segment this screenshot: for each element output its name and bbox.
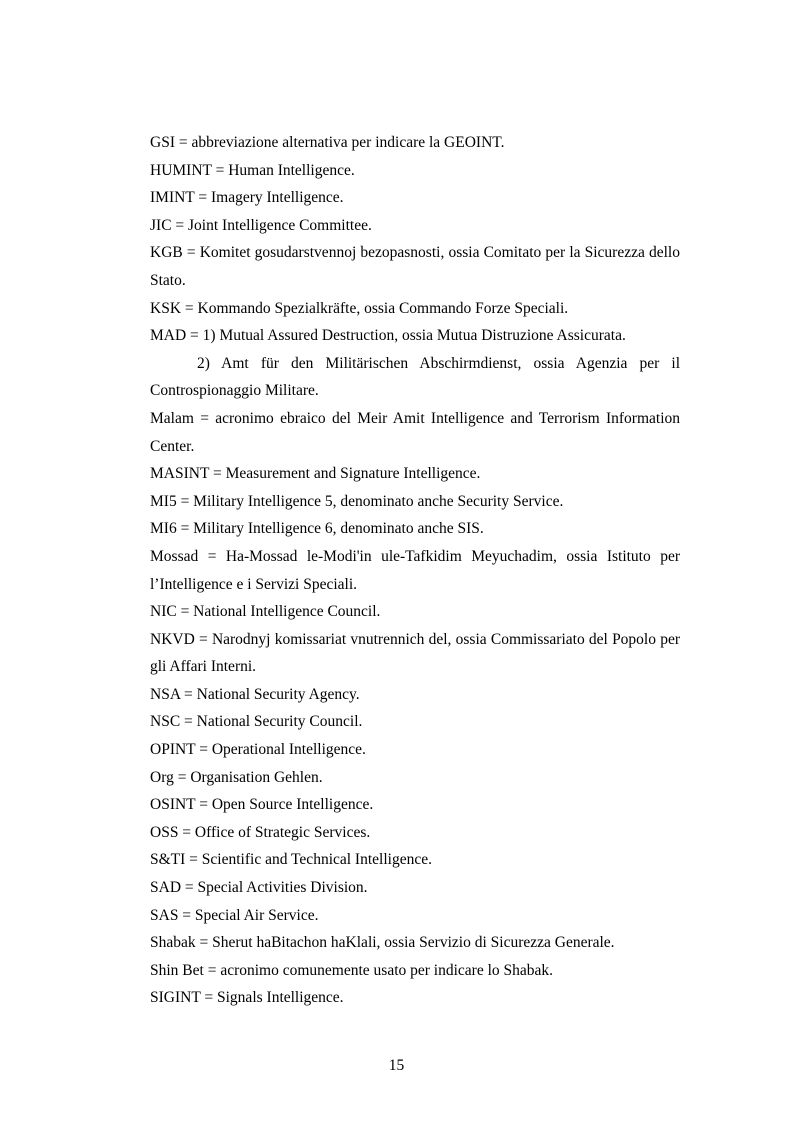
glossary-entry-sti: S&TI = Scientific and Technical Intelligence.: [150, 851, 432, 869]
glossary-entry-mad-2: 2) Amt für den Militärischen Abschirmdienst, ossia Agenzia per il Controspionaggio Militare.: [150, 354, 680, 400]
glossary-entry-sigint: SIGINT = Signals Intelligence.: [150, 989, 344, 1007]
glossary-entry-gsi: GSI = abbreviazione alternativa per indicare la GEOINT.: [150, 134, 505, 151]
glossary-entry-org: Org = Organisation Gehlen.: [150, 768, 323, 786]
glossary-entry-ksk: KSK = Kommando Spezialkräfte, ossia Commando Forze Speciali.: [150, 299, 569, 317]
glossary-entry-kgb: KGB = Komitet gosudarstvennoj bezopasnosti, ossia Comitato per la Sicurezza dello Stato.: [150, 244, 680, 289]
glossary-list: [150, 129, 680, 1012]
glossary-entry-shin-bet: Shin Bet = acronimo comunemente usato per indicare lo Shabak.: [150, 961, 554, 979]
page-number: 15: [388, 1057, 405, 1074]
glossary-entry-humint: HUMINT = Human Intelligence.: [150, 161, 355, 179]
glossary-entry-nsa: NSA = National Security Agency.: [150, 685, 360, 703]
glossary-entry-mad: MAD = 1) Mutual Assured Destruction, ossia Mutua Distruzione Assicurata.: [150, 327, 626, 345]
glossary-entry-imint: IMINT = Imagery Intelligence.: [150, 189, 344, 207]
glossary-entry-sas: SAS = Special Air Service.: [150, 906, 319, 924]
glossary-entry-nsc: NSC = National Security Council.: [150, 713, 363, 731]
glossary-entry-opint: OPINT = Operational Intelligence.: [150, 741, 366, 759]
glossary-entry-nic: NIC = National Intelligence Council.: [150, 603, 381, 621]
glossary-entry-mossad: Mossad = Ha-Mossad le-Modi'in ule-Tafkidim Meyuchadim, ossia Istituto per l’Intelligence e i Servizi Speciali.: [150, 547, 680, 593]
glossary-entry-sad: SAD = Special Activities Division.: [150, 879, 368, 897]
glossary-entry-nkvd: NKVD = Narodnyj komissariat vnutrennich del, ossia Commissariato del Popolo per gli Affari Interni.: [150, 630, 680, 676]
glossary-entry-mi6: MI6 = Military Intelligence 6, denominato anche SIS.: [150, 520, 484, 538]
glossary-entry-mi5: MI5 = Military Intelligence 5, denominato anche Security Service.: [150, 492, 564, 510]
glossary-entry-shabak: Shabak = Sherut haBitachon haKlali, ossia Servizio di Sicurezza Generale.: [150, 934, 615, 952]
glossary-entry-jic: JIC = Joint Intelligence Committee.: [150, 216, 372, 234]
glossary-entry-masint: MASINT = Measurement and Signature Intelligence.: [150, 465, 481, 483]
glossary-entry-malam: Malam = acronimo ebraico del Meir Amit Intelligence and Terrorism Information Center.: [150, 409, 680, 455]
glossary-entry-osint: OSINT = Open Source Intelligence.: [150, 796, 374, 814]
glossary-entry-oss: OSS = Office of Strategic Services.: [150, 823, 371, 841]
